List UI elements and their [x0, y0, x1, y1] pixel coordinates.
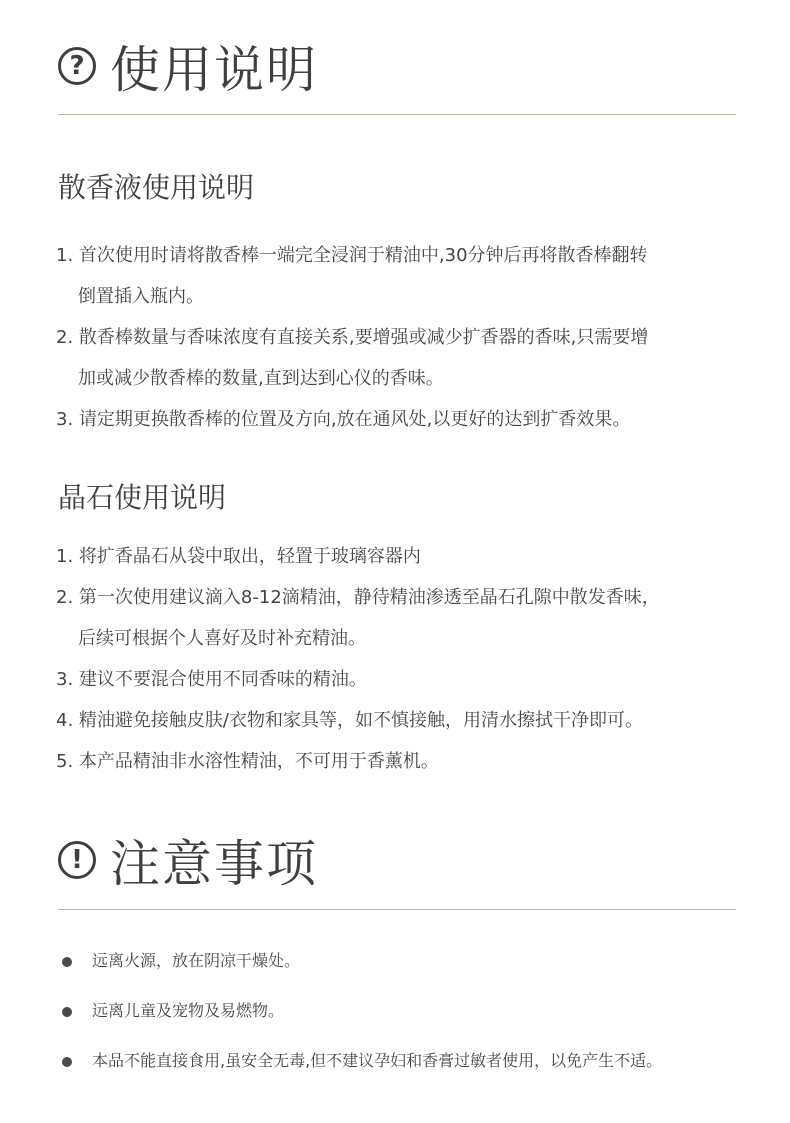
item-number: 5. — [56, 751, 74, 772]
bullet-dot-icon — [62, 1007, 72, 1017]
notice-title: 注意事项 — [110, 835, 318, 893]
bullet-dot-icon — [62, 957, 72, 967]
crystal-title: 晶石使用说明 — [58, 481, 227, 514]
item-number: 1. — [56, 546, 74, 567]
item-text: 本品不能直接食用,虽安全无毒,但不建议孕妇和香膏过敏者使用，以免产生不适。 — [92, 1051, 663, 1070]
list-item — [56, 235, 746, 317]
item-number: 4. — [56, 710, 74, 731]
crystal-list — [56, 536, 746, 782]
item-number: 2. — [56, 587, 74, 608]
list-item — [62, 950, 752, 1000]
notice-heading — [58, 824, 318, 896]
exclamation-circle-icon: ! — [58, 841, 96, 879]
notice-list — [62, 950, 752, 1100]
item-text-continued: 倒置插入瓶内。 — [78, 286, 204, 307]
diffuser-title: 散香液使用说明 — [58, 171, 255, 204]
list-item — [56, 741, 746, 782]
item-text-continued: 后续可根据个人喜好及时补充精油。 — [78, 628, 366, 649]
list-item — [56, 577, 746, 659]
item-number: 1. — [56, 245, 74, 266]
item-text: 远离火源，放在阴凉干燥处。 — [92, 951, 301, 970]
list-item — [56, 317, 746, 399]
bullet-dot-icon — [62, 1057, 72, 1067]
list-item — [56, 700, 746, 741]
usage-divider — [58, 114, 736, 115]
item-text: 将扩香晶石从袋中取出，轻置于玻璃容器内 — [78, 546, 421, 567]
list-item — [62, 1000, 752, 1050]
list-item — [56, 399, 746, 440]
item-text: 第一次使用建议滴入8-12滴精油，静待精油渗透至晶石孔隙中散发香味， — [78, 587, 660, 608]
item-text: 请定期更换散香棒的位置及方向,放在通风处,以更好的达到扩香效果。 — [78, 409, 631, 430]
item-text: 建议不要混合使用不同香味的精油。 — [78, 669, 367, 690]
item-text-continued: 加或减少散香棒的数量,直到达到心仪的香味。 — [78, 368, 444, 389]
item-number: 3. — [56, 669, 74, 690]
question-circle-icon: ? — [58, 47, 96, 85]
list-item — [62, 1050, 752, 1100]
list-item — [56, 536, 746, 577]
diffuser-list — [56, 235, 746, 440]
usage-heading — [58, 30, 318, 102]
item-text: 首次使用时请将散香棒一端完全浸润于精油中,30分钟后再将散香棒翻转 — [78, 245, 648, 266]
item-number: 2. — [56, 327, 74, 348]
item-text: 远离儿童及宠物及易燃物。 — [92, 1001, 285, 1020]
item-text: 散香棒数量与香味浓度有直接关系,要增强或减少扩香器的香味,只需要增 — [78, 327, 649, 348]
usage-title: 使用说明 — [110, 41, 318, 99]
list-item — [56, 659, 746, 700]
item-text: 精油避免接触皮肤/衣物和家具等，如不慎接触，用清水擦拭干净即可。 — [78, 710, 643, 731]
notice-divider — [58, 909, 736, 910]
item-number: 3. — [56, 409, 74, 430]
item-text: 本产品精油非水溶性精油，不可用于香薰机。 — [78, 751, 439, 772]
